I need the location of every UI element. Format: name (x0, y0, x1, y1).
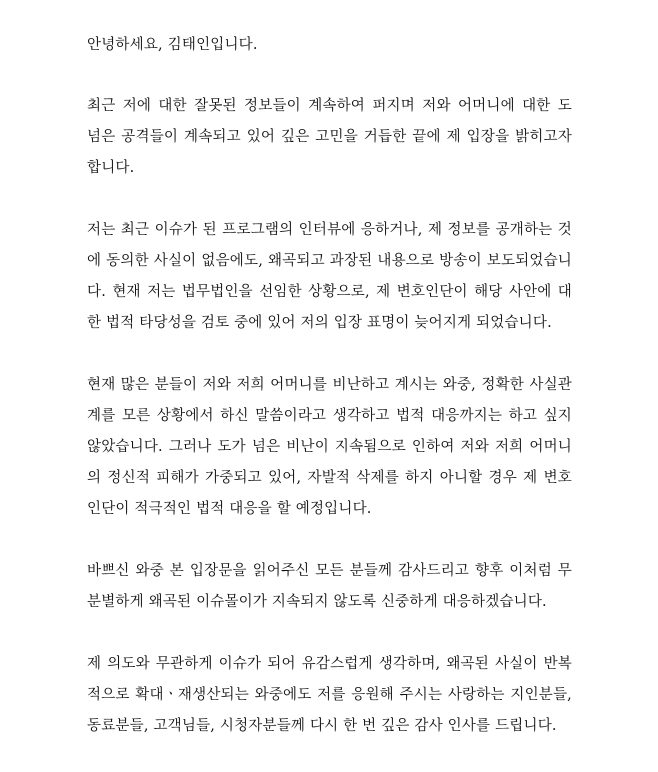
text-line: 계를 모른 상황에서 하신 말씀이라고 생각하고 법적 대응까지는 하고 싶지 (87, 408, 572, 424)
text-line: 에 동의한 사실이 없음에도, 왜곡되고 과장된 내용으로 방송이 보도되었습니 (87, 253, 572, 269)
text-line: 저는 최근 이슈가 된 프로그램의 인터뷰에 응하거나, 제 정보를 공개하는 것 (87, 222, 572, 238)
explanation-paragraph (87, 215, 572, 339)
text-line: 의 정신적 피해가 가중되고 있어, 자발적 삭제를 하지 아니할 경우 제 변호 (87, 470, 572, 486)
text-line: 최근 저에 대한 잘못된 정보들이 계속하여 퍼지며 저와 어머니에 대한 도 (87, 98, 572, 114)
text-line: 다. 현재 저는 법무법인을 선임한 상황으로, 제 변호인단이 해당 사안에 대 (87, 284, 572, 300)
text-line: 바쁘신 와중 본 입장문을 읽어주신 모든 분들께 감사드리고 향후 이처럼 무 (87, 563, 572, 579)
text-line: 안녕하세요, 김태인입니다. (87, 37, 258, 53)
legal-action-paragraph (87, 370, 572, 525)
text-line: 제 의도와 무관하게 이슈가 되어 유감스럽게 생각하며, 왜곡된 사실이 반복 (87, 656, 572, 672)
closing-paragraph (87, 649, 572, 742)
text-line: 넘은 공격들이 계속되고 있어 깊은 고민을 거듭한 끝에 제 입장을 밝히고자 (87, 129, 572, 145)
greeting-paragraph (87, 30, 572, 61)
text-line: 한 법적 타당성을 검토 중에 있어 저의 입장 표명이 늦어지게 되었습니다. (87, 315, 552, 331)
intro-paragraph (87, 91, 572, 184)
statement-document (87, 30, 572, 772)
text-line: 않았습니다. 그러나 도가 넘은 비난이 지속됨으로 인하여 저와 저희 어머니 (87, 439, 572, 455)
text-line: 동료분들, 고객님들, 시청자분들께 다시 한 번 깊은 감사 인사를 드립니다. (87, 718, 557, 734)
thanks-paragraph (87, 556, 572, 618)
text-line: 현재 많은 분들이 저와 저희 어머니를 비난하고 계시는 와중, 정확한 사실관 (87, 377, 572, 393)
text-line: 합니다. (87, 160, 135, 176)
text-line: 분별하게 왜곡된 이슈몰이가 지속되지 않도록 신중하게 대응하겠습니다. (87, 594, 547, 610)
text-line: 적으로 확대ㆍ재생산되는 와중에도 저를 응원해 주시는 사랑하는 지인분들, (87, 687, 572, 703)
text-line: 인단이 적극적인 법적 대응을 할 예정입니다. (87, 501, 372, 517)
